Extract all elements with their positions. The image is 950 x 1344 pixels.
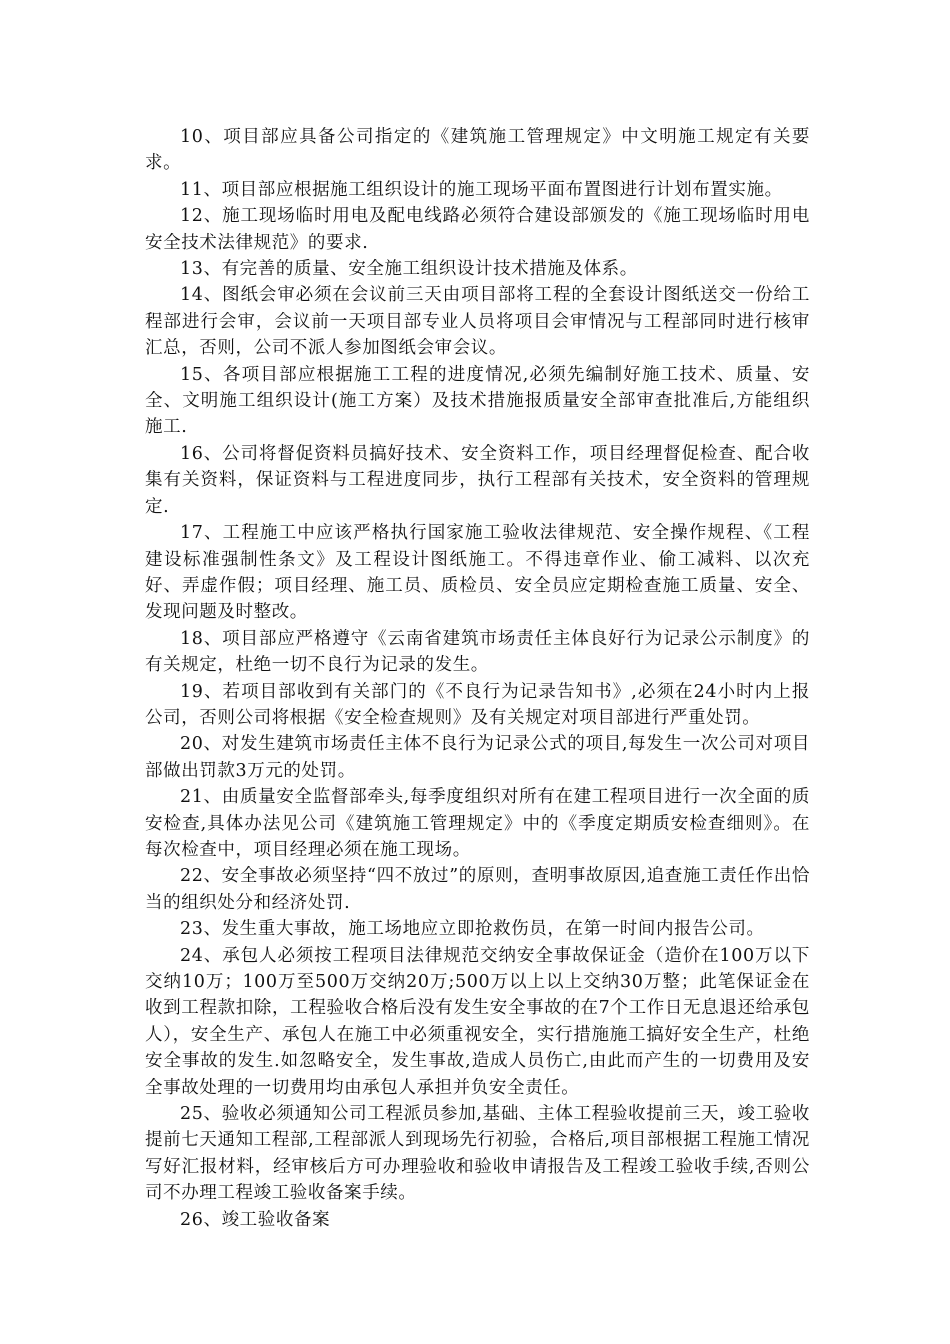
paragraph-15: 15、各项目部应根据施工工程的进度情况,必须先编制好施工技术、质量、安全、文明施工组织设计(施工方案）及技术措施报质量安全部审查批准后,方能组织施工.: [145, 364, 810, 438]
paragraph-14: 14、图纸会审必须在会议前三天由项目部将工程的全套设计图纸送交一份给工程部进行会审，会议前一天项目部专业人员将项目会审情况与工程部同时进行核审汇总，否则，公司不派人参加图纸会审会议。: [145, 285, 810, 359]
paragraph-20: 20、对发生建筑市场责任主体不良行为记录公式的项目,每发生一次公司对项目部做出罚款3万元的处罚。: [145, 734, 810, 781]
paragraph-24: 24、承包人必须按工程项目法律规范交纳安全事故保证金（造价在100万以下交纳10万；100万至500万交纳20万;500万以上以上交纳30万整；此笔保证金在收到工程款扣除，工程验收合格后没有发生安全事故的在7个工作日无息退还给承包人），安全生产、承包人在施工中必须重视安全，实行措施施工搞好安全生产，杜绝安全事故的发生.如忽略安全，发生事故,造成人员伤亡,由此而产生的一切费用及安全事故处理的一切费用均由承包人承担并负安全责任。: [145, 945, 810, 1098]
paragraph-17: 17、工程施工中应该严格执行国家施工验收法律规范、安全操作规程、《工程建设标准强制性条文》及工程设计图纸施工。不得违章作业、偷工减料、以次充好、弄虚作假；项目经理、施工员、质检员、安全员应定期检查施工质量、安全、发现问题及时整改。: [145, 523, 810, 623]
paragraph-21: 21、由质量安全监督部牵头,每季度组织对所有在建工程项目进行一次全面的质安检查,具体办法见公司《建筑施工管理规定》中的《季度定期质安检查细则》。在每次检查中，项目经理必须在施工现场。: [145, 787, 810, 860]
paragraph-18: 18、项目部应严格遵守《云南省建筑市场责任主体良好行为记录公示制度》的有关规定，杜绝一切不良行为记录的发生。: [145, 628, 810, 676]
paragraph-22: 22、安全事故必须坚持“四不放过”的原则，查明事故原因,追查施工责任作出恰当的组织处分和经济处罚.: [145, 866, 810, 913]
paragraph-13: 13、有完善的质量、安全施工组织设计技术措施及体系。: [180, 259, 638, 280]
paragraph-12: 12、施工现场临时用电及配电线路必须符合建设部颁发的《施工现场临时用电安全技术法律规范》的要求.: [145, 206, 810, 253]
paragraph-25: 25、验收必须通知公司工程派员参加,基础、主体工程验收提前三天，竣工验收提前七天通知工程部,工程部派人到现场先行初验，合格后,项目部根据工程施工情况写好汇报材料，经审核后方可办理验收和验收申请报告及工程竣工验收手续,否则公司不办理工程竣工验收备案手续。: [145, 1104, 810, 1204]
paragraph-26: 26、竣工验收备案: [180, 1209, 331, 1230]
paragraph-23: 23、发生重大事故，施工场地应立即抢救伤员，在第一时间内报告公司。: [180, 919, 765, 940]
paragraph-16: 16、公司将督促资料员搞好技术、安全资料工作，项目经理督促检查、配合收集有关资料，保证资料与工程进度同步，执行工程部有关技术，安全资料的管理规定.: [145, 443, 810, 517]
document-body: [145, 124, 810, 1233]
paragraph-10: 10、项目部应具备公司指定的《建筑施工管理规定》中文明施工规定有关要求。: [145, 127, 810, 174]
paragraph-11: 11、项目部应根据施工组织设计的施工现场平面布置图进行计划布置实施。: [180, 179, 783, 200]
paragraph-19: 19、若项目部收到有关部门的《不良行为记录告知书》,必须在24小时内上报公司，否则公司将根据《安全检查规则》及有关规定对项目部进行严重处罚。: [145, 681, 810, 728]
